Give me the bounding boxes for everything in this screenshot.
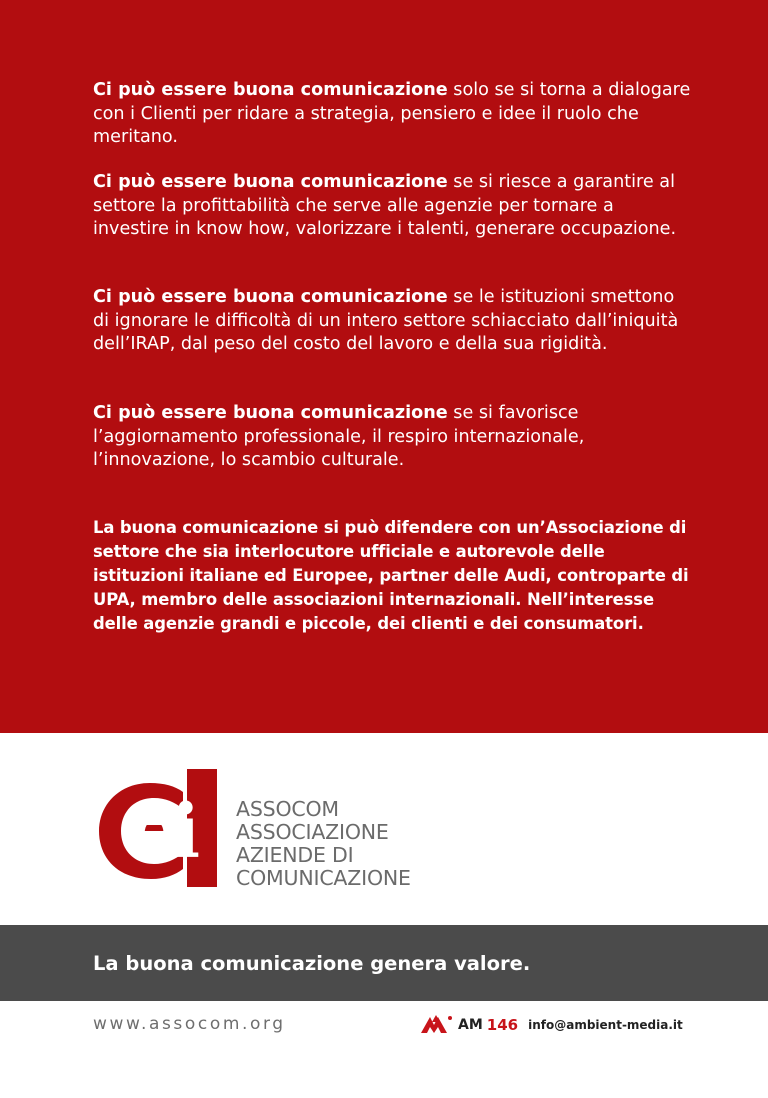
paragraph-4-text: se si favorisce l’aggiornamento professionale, il respiro internazionale, l’innovazione, lo scambio culturale. (93, 403, 585, 470)
logo-monogram: ci (127, 789, 201, 875)
paragraph-1-lead: Ci può essere buona comunicazione (93, 80, 448, 100)
wordmark-line-1: ASSOCOM (236, 797, 339, 821)
paragraph-4 (93, 402, 693, 473)
paragraph-3-text: se le istituzioni smettono di ignorare le difficoltà di un intero settore schiacciato dall’iniquità dell’IRAP, dal peso del costo del lavoro e della sua rigidità. (93, 287, 679, 354)
tagline: La buona comunicazione genera valore. (93, 952, 531, 975)
publisher-email[interactable]: info@ambient-media.it (528, 1018, 683, 1032)
paragraph-2-lead: Ci può essere buona comunicazione (93, 172, 448, 192)
paragraph-3-lead: Ci può essere buona comunicazione (93, 287, 448, 307)
wordmark-line-3: AZIENDE DI (236, 843, 354, 867)
paragraph-2-text: se si riesce a garantire al settore la profittabilità che serve alle agenzie per tornare a investire in know how, valorizzare i talenti, generare occupazione. (93, 172, 677, 239)
paragraph-4-lead: Ci può essere buona comunicazione (93, 403, 448, 423)
website-link[interactable]: www.assocom.org (93, 1014, 286, 1034)
ambient-media-icon (420, 1013, 454, 1037)
wordmark-line-4: COMUNICAZIONE (236, 866, 411, 890)
assocom-wordmark (236, 798, 411, 890)
paragraph-3 (93, 286, 693, 357)
closing-statement: La buona comunicazione si può difendere con un’Associazione di settore che sia interlocutore ufficiale e autorevole delle istituzioni italiane ed Europee, partner delle Audi, controparte di UPA, membro delle associazioni internazionali. Nell’interesse delle agenzie grandi e piccole, dei clienti e dei consumatori. (93, 518, 689, 633)
publisher-label: AM (458, 1017, 483, 1033)
assocom-logo-mark (95, 769, 221, 889)
paragraph-1-text: solo se si torna a dialogare con i Clienti per ridare a strategia, pensiero e idee il ruolo che meritano. (93, 80, 691, 147)
issue-number: 146 (486, 1016, 519, 1034)
publisher-credit (420, 1012, 683, 1038)
paragraph-2 (93, 171, 693, 242)
paragraph-1 (93, 79, 693, 150)
wordmark-line-2: ASSOCIAZIONE (236, 820, 389, 844)
